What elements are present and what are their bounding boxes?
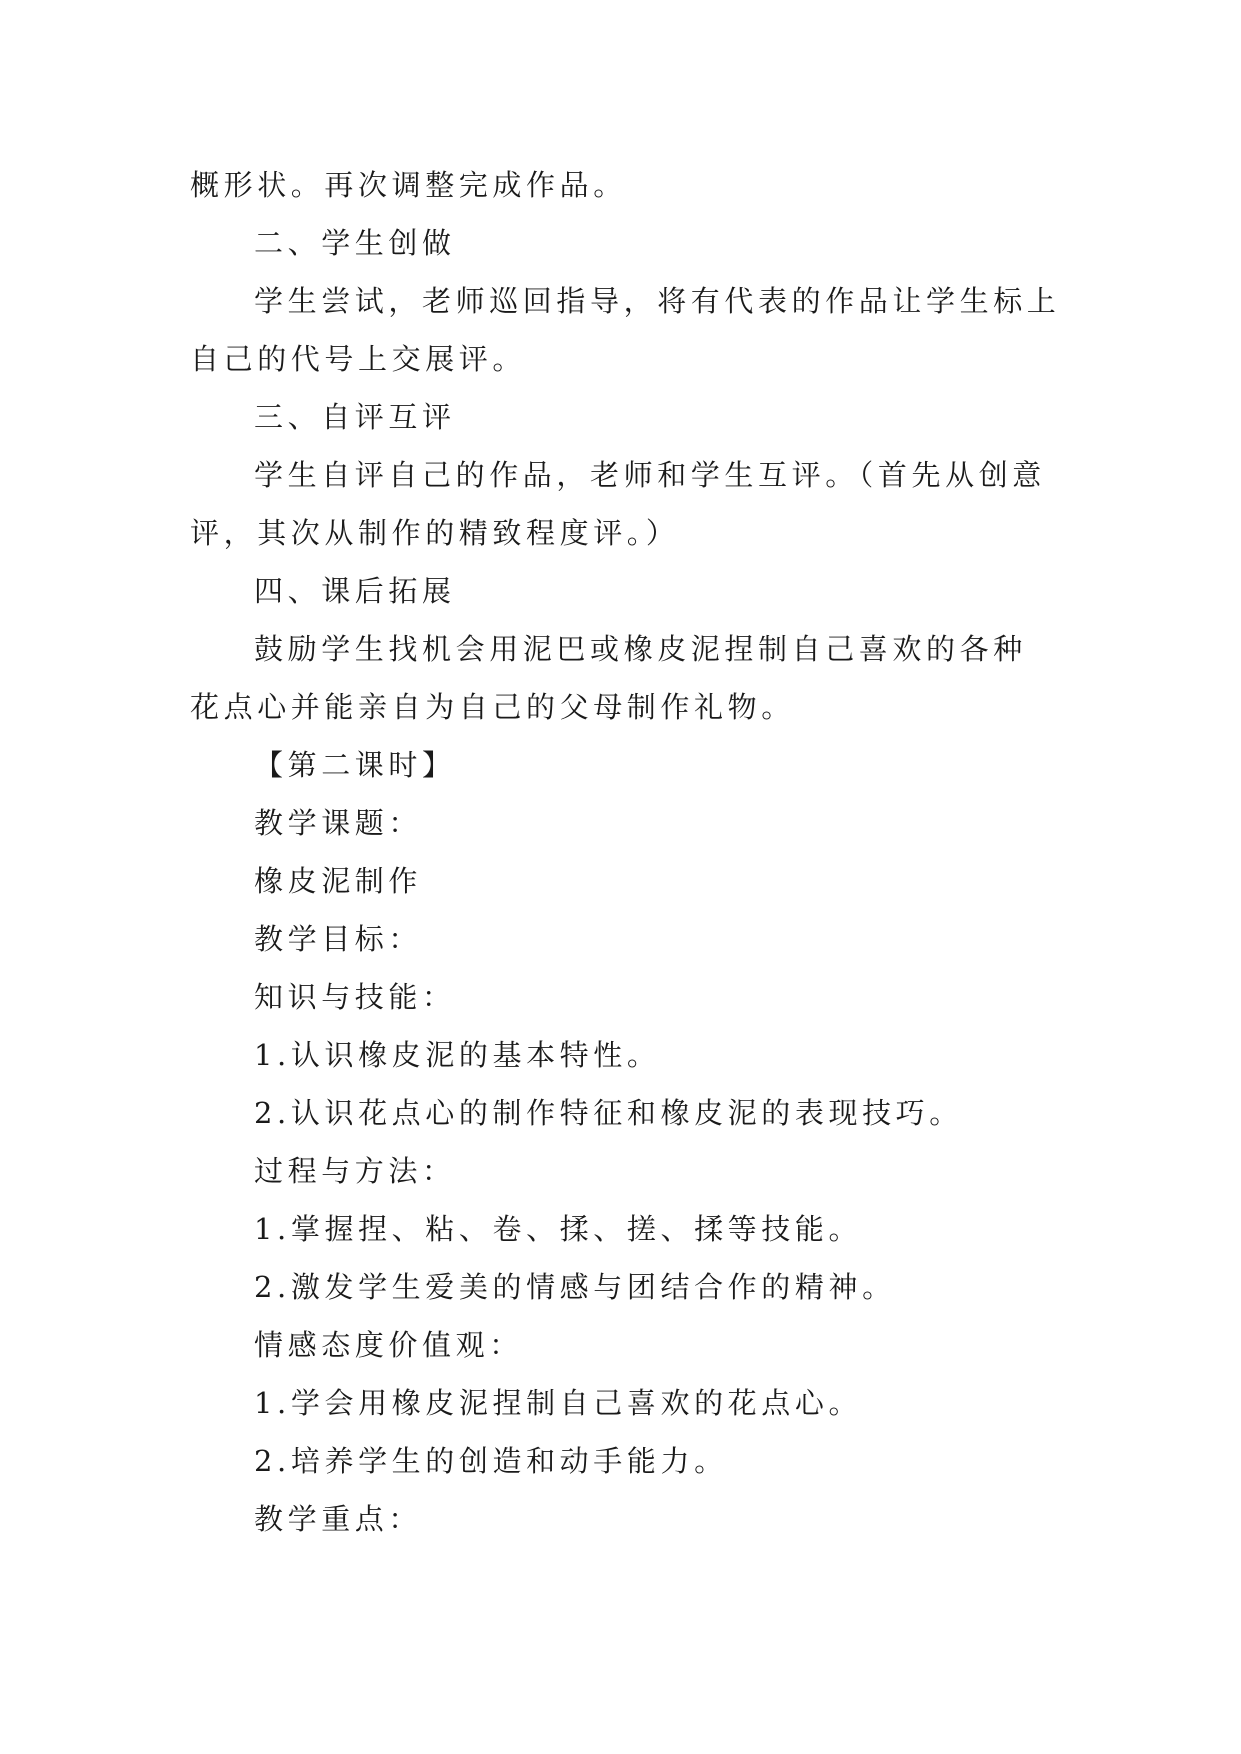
section-heading: 二、学生创做 bbox=[254, 226, 456, 260]
paragraph-line: 鼓励学生找机会用泥巴或橡皮泥捏制自己喜欢的各种 bbox=[254, 632, 1027, 666]
list-item: 1.学会用橡皮泥捏制自己喜欢的花点心。 bbox=[254, 1386, 863, 1420]
subsection-heading: 情感态度价值观： bbox=[254, 1328, 523, 1362]
paragraph-line: 学生自评自己的作品，老师和学生互评。（首先从创意 bbox=[254, 458, 1046, 492]
field-label: 教学重点： bbox=[254, 1502, 423, 1536]
field-label: 教学目标： bbox=[254, 922, 423, 956]
field-label: 教学课题： bbox=[254, 806, 423, 840]
list-item: 2.培养学生的创造和动手能力。 bbox=[254, 1444, 728, 1478]
paragraph-line: 自己的代号上交展评。 bbox=[190, 342, 527, 376]
list-item: 2.激发学生爱美的情感与团结合作的精神。 bbox=[254, 1270, 896, 1304]
subsection-heading: 知识与技能： bbox=[254, 980, 456, 1014]
section-heading: 三、自评互评 bbox=[254, 400, 456, 434]
list-item: 1.认识橡皮泥的基本特性。 bbox=[254, 1038, 661, 1072]
lesson-heading: 【第二课时】 bbox=[254, 748, 456, 782]
section-heading: 四、课后拓展 bbox=[254, 574, 456, 608]
field-value: 橡皮泥制作 bbox=[254, 864, 423, 898]
paragraph-line: 概形状。再次调整完成作品。 bbox=[190, 168, 627, 202]
list-item: 2.认识花点心的制作特征和橡皮泥的表现技巧。 bbox=[254, 1096, 963, 1130]
document-page bbox=[190, 156, 1061, 1548]
list-item: 1.掌握捏、粘、卷、揉、搓、揉等技能。 bbox=[254, 1212, 863, 1246]
paragraph-line: 学生尝试，老师巡回指导，将有代表的作品让学生标上 bbox=[254, 284, 1061, 318]
subsection-heading: 过程与方法： bbox=[254, 1154, 456, 1188]
paragraph-line: 花点心并能亲自为自己的父母制作礼物。 bbox=[190, 690, 795, 724]
paragraph-line: 评，其次从制作的精致程度评。） bbox=[190, 516, 680, 550]
